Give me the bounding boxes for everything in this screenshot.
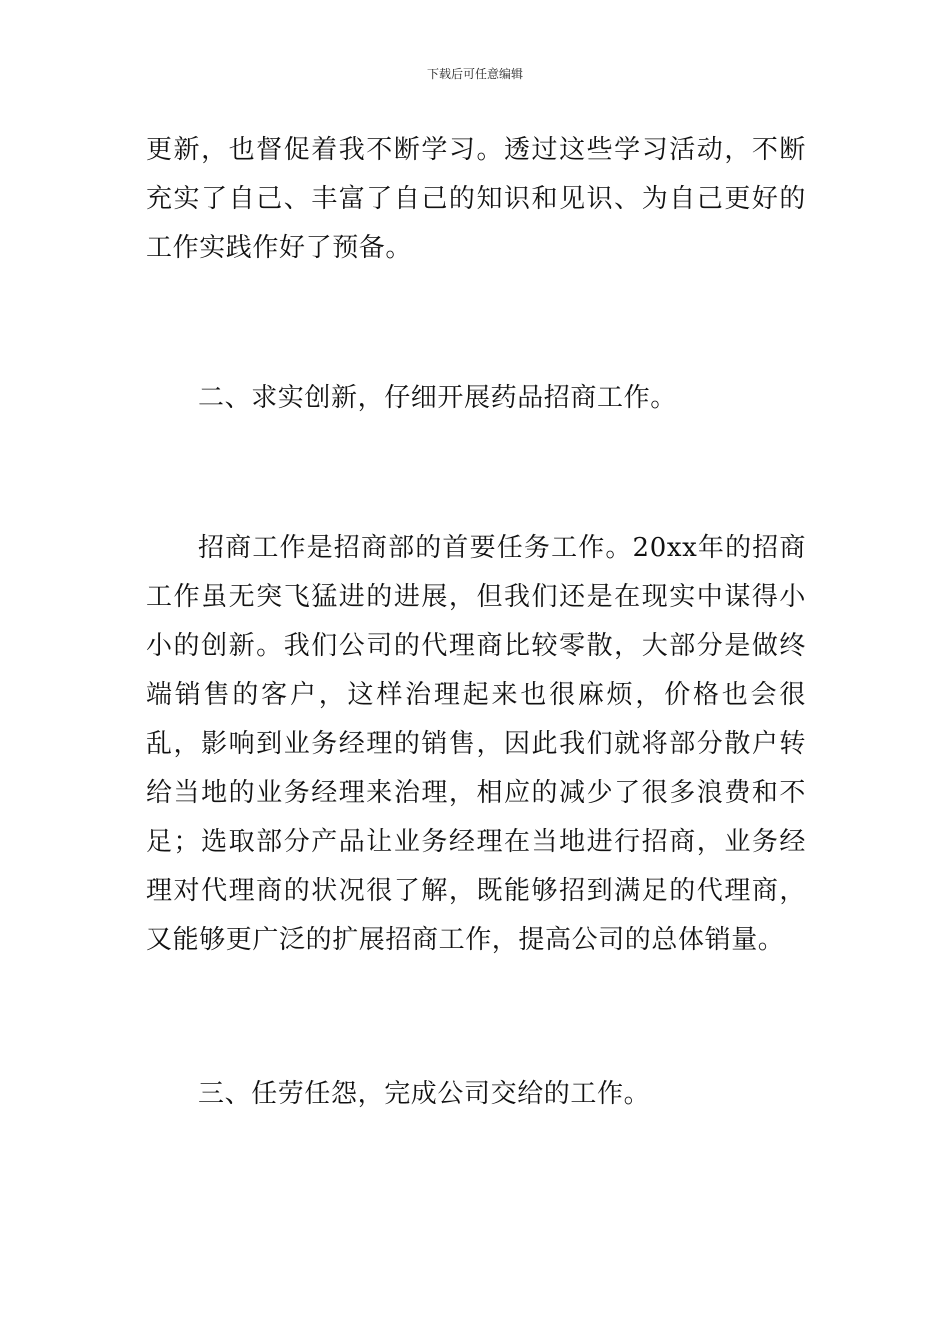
- section-heading-3: 三、任劳任怨，完成公司交给的工作。: [198, 1079, 651, 1109]
- paragraph-recruitment: 招商工作是招商部的首要任务工作。20xx年的招商工作虽无突飞猛进的进展，但我们还是在现实中谋得小小的创新。我们公司的代理商比较零散，大部分是做终端销售的客户，这样治理起来也很麻烦，价格也会很乱，影响到业务经理的销售，因此我们就将部分散户转给当地的业务经理来治理，相应的减少了很多浪费和不足；选取部分产品让业务经理在当地进行招商，业务经理对代理商的状况很了解，既能够招到满足的代理商，又能够更广泛的扩展招商工作，提高公司的总体销量。: [146, 533, 806, 955]
- page-header: 下载后可任意编辑: [426, 67, 523, 81]
- section-heading-2: 二、求实创新，仔细开展药品招商工作。: [198, 383, 677, 413]
- paragraph-continuation: 更新，也督促着我不断学习。透过这些学习活动，不断充实了自己、丰富了自己的知识和见识、为自己更好的工作实践作好了预备。: [146, 135, 806, 263]
